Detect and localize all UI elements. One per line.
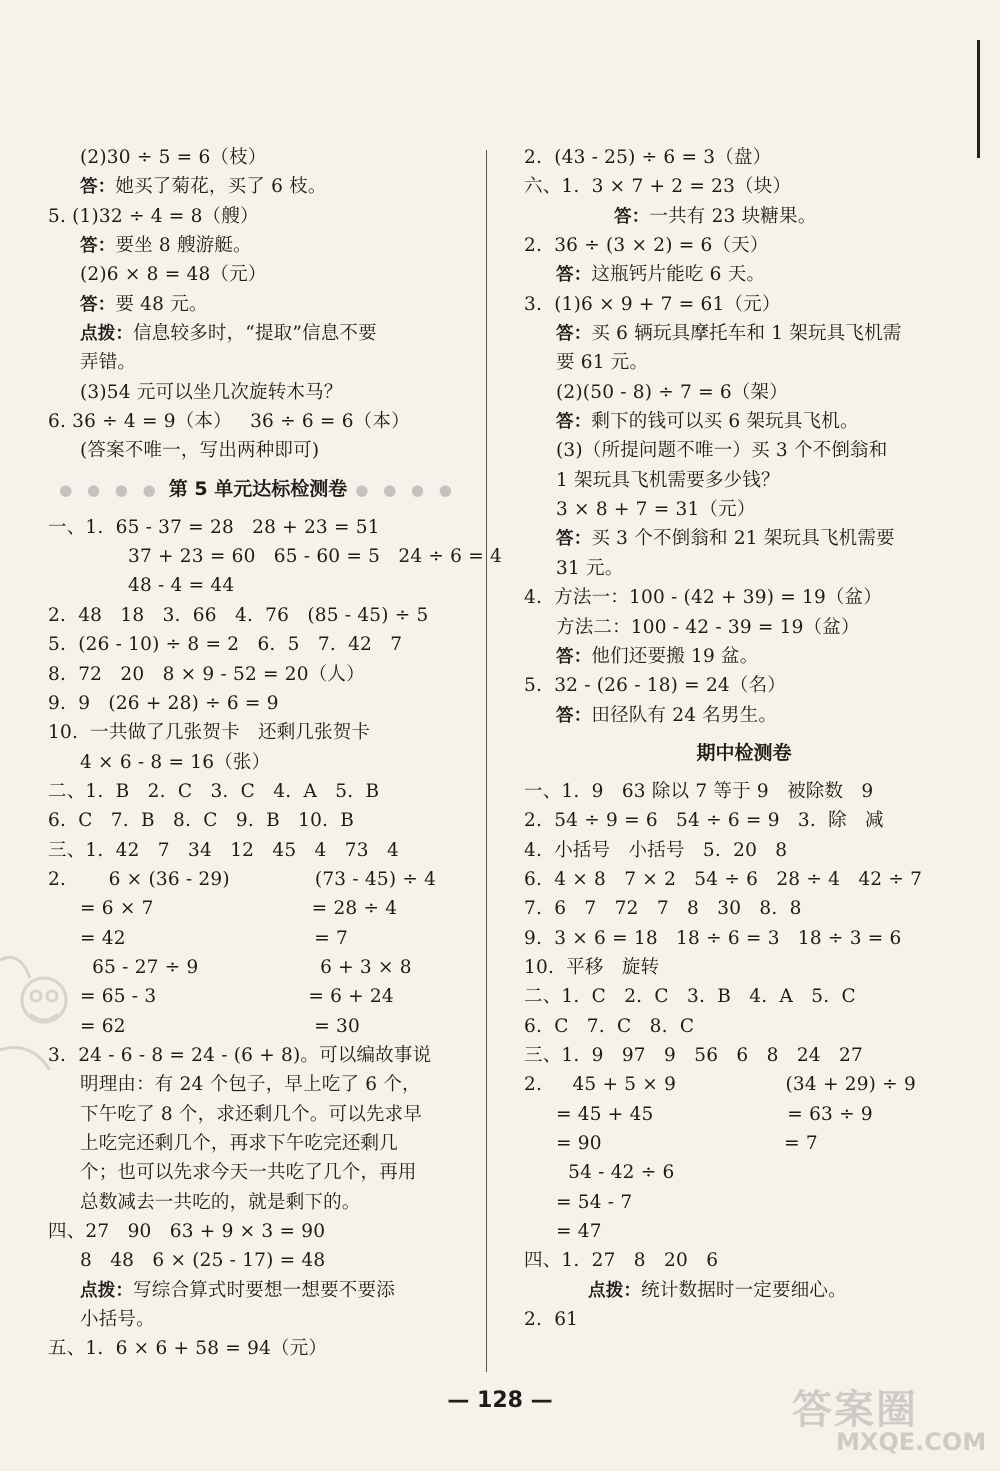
answer-text: = 62 = 30 — [80, 1015, 360, 1037]
answer-line — [556, 554, 964, 583]
answer-text: 1 架玩具飞机需要多少钱？ — [556, 469, 780, 491]
answer-line — [524, 865, 964, 894]
answer-line — [556, 524, 964, 553]
answer-text: 31 元。 — [556, 557, 624, 579]
section-title: 第 5 单元达标检测卷 — [168, 477, 348, 500]
answer-line — [80, 894, 468, 923]
heading-dots-right: ● ● ● ● — [355, 480, 457, 499]
answer-line — [556, 1188, 964, 1217]
answer-text: 7. 6 7 72 7 8 30 8. 8 — [524, 898, 802, 920]
answer-text: (3)54 元可以坐几次旋转木马？ — [80, 381, 343, 403]
answer-text: 6. 36 ÷ 4 = 9（本） 36 ÷ 6 = 6（本） — [48, 411, 410, 433]
answer-line — [614, 202, 964, 231]
answer-line — [524, 1305, 964, 1334]
answer-text: 田径队有 24 名男生。 — [591, 704, 778, 726]
answer-line — [80, 319, 468, 348]
answer-line — [80, 982, 468, 1011]
answer-line — [48, 601, 468, 630]
left-column — [48, 143, 502, 1364]
answer-line — [48, 513, 468, 542]
answer-line — [524, 290, 964, 319]
answer-text: 小括号。 — [80, 1309, 155, 1331]
answer-text: 二、1. C 2. C 3. B 4. A 5. C — [524, 986, 856, 1008]
answer-text: 10. 一共做了几张贺卡 还剩几张贺卡 — [48, 722, 371, 744]
answer-line — [128, 571, 468, 600]
answer-line — [48, 836, 468, 865]
answer-text: 2. 61 — [524, 1309, 579, 1331]
answer-text: 三、1. 9 97 9 56 6 8 24 27 — [524, 1044, 863, 1066]
answer-text: 2. 48 18 3. 66 4. 76 (85 - 45) ÷ 5 — [48, 604, 429, 626]
answer-line — [524, 1246, 964, 1275]
answer-text: 弄错。 — [80, 352, 137, 374]
answer-text: = 45 + 45 = 63 ÷ 9 — [556, 1103, 873, 1125]
answer-text: 8 48 6 × (25 - 17) = 48 — [80, 1250, 326, 1272]
answer-text: 8. 72 20 8 × 9 - 52 = 20（人） — [48, 663, 365, 685]
answer-text: 4. 方法一：100 - (42 + 39) = 19（盆） — [524, 587, 883, 609]
section-heading — [524, 730, 964, 777]
answer-text: = 42 = 7 — [80, 927, 348, 949]
answer-line — [80, 1158, 468, 1187]
answer-line — [556, 1158, 964, 1187]
answer-label: 答： — [556, 265, 592, 286]
answer-text: 要 48 元。 — [115, 293, 208, 315]
answer-text: 剩下的钱可以买 6 架玩具飞机。 — [591, 411, 859, 433]
answer-line — [524, 836, 964, 865]
heading-dots-left: ● ● ● ● — [59, 480, 161, 499]
answer-text: 5. 32 - (26 - 18) = 24（名） — [524, 675, 786, 697]
answer-line — [48, 777, 468, 806]
answer-label: 点拨： — [80, 324, 134, 345]
section-heading — [48, 466, 468, 513]
section-title: 期中检测卷 — [696, 741, 792, 764]
answer-text: 48 - 4 = 44 — [128, 575, 235, 597]
answer-line — [80, 924, 468, 953]
answer-line — [80, 1246, 468, 1275]
answer-text: = 6 × 7 = 28 ÷ 4 — [80, 898, 398, 920]
answer-text: = 54 - 7 — [556, 1191, 633, 1213]
answer-text: 2. 54 ÷ 9 = 6 54 ÷ 6 = 9 3. 除 减 — [524, 810, 884, 832]
answer-text: 2. 36 ÷ (3 × 2) = 6（天） — [524, 235, 769, 257]
answer-line — [48, 689, 468, 718]
answer-label: 答： — [80, 236, 116, 257]
answer-line — [556, 1129, 964, 1158]
answer-text: 买 3 个不倒翁和 21 架玩具飞机需要 — [591, 528, 895, 550]
answer-line — [80, 1070, 468, 1099]
answer-line — [524, 172, 964, 201]
answer-line — [80, 260, 468, 289]
answer-line — [80, 348, 468, 377]
answer-text: 54 - 42 ÷ 6 — [556, 1162, 675, 1184]
answer-text: 5. (1)32 ÷ 4 = 8（艘） — [48, 205, 259, 227]
column-divider — [486, 150, 487, 1372]
answer-line — [524, 1041, 964, 1070]
answer-line — [524, 143, 964, 172]
answer-label: 答： — [556, 705, 592, 726]
answer-text: 信息较多时，“提取”信息不要 — [133, 323, 377, 345]
answer-label: 答： — [614, 206, 650, 227]
answer-line — [48, 865, 468, 894]
answer-text: 四、1. 27 8 20 6 — [524, 1250, 719, 1272]
answer-line — [524, 894, 964, 923]
watermark-logo — [792, 1378, 996, 1468]
answer-text: 个；也可以先求今天一共吃了几个，再用 — [80, 1162, 417, 1184]
answer-text: 65 - 27 ÷ 9 6 + 3 × 8 — [80, 956, 412, 978]
answer-line — [80, 378, 468, 407]
answer-line — [80, 1276, 468, 1305]
answer-line — [556, 466, 964, 495]
answer-line — [524, 671, 964, 700]
answer-text: = 90 = 7 — [556, 1133, 818, 1154]
answer-text: 4. 小括号 小括号 5. 20 8 — [524, 839, 788, 861]
answer-text: 4 × 6 - 8 = 16（张） — [80, 751, 271, 773]
answer-label: 答： — [80, 294, 116, 315]
answer-text: 上吃完还剩几个，再求下午吃完还剩几 — [80, 1133, 398, 1154]
answer-text: 3. (1)6 × 9 + 7 = 61（元） — [524, 293, 781, 315]
answer-line — [556, 1100, 964, 1129]
answer-text: (2)(50 - 8) ÷ 7 = 6（架） — [556, 381, 788, 403]
answer-label: 点拨： — [588, 1280, 642, 1301]
answer-line — [556, 319, 964, 348]
answer-text: 六、1. 3 × 7 + 2 = 23（块） — [524, 176, 792, 198]
answer-line — [524, 583, 964, 612]
answer-text: 统计数据时一定要细心。 — [641, 1279, 847, 1301]
answer-text: 2. (43 - 25) ÷ 6 = 3（盘） — [524, 147, 772, 168]
answer-text: 方法二：100 - 42 - 39 = 19（盆） — [556, 616, 860, 638]
page-number: — 128 — — [447, 1388, 553, 1413]
watermark-url: MXQE.COM — [836, 1428, 987, 1456]
answer-line — [48, 1217, 468, 1246]
answer-line — [524, 806, 964, 835]
answer-line — [80, 172, 468, 201]
answer-text: = 47 — [556, 1221, 602, 1243]
answer-text: = 65 - 3 = 6 + 24 — [80, 986, 394, 1008]
answer-line — [524, 231, 964, 260]
answer-text: 10. 平移 旋转 — [524, 956, 660, 978]
answer-text: 6. 4 × 8 7 × 2 54 ÷ 6 28 ÷ 4 42 ÷ 7 — [524, 868, 923, 890]
answer-line — [48, 806, 468, 835]
answer-text: 写综合算式时要想一想要不要添 — [133, 1279, 395, 1301]
answer-line — [48, 407, 468, 436]
answer-text: 明理由：有 24 个包子，早上吃了 6 个， — [80, 1074, 421, 1096]
answer-text: 四、27 90 63 + 9 × 3 = 90 — [48, 1221, 326, 1243]
answer-text: 买 6 辆玩具摩托车和 1 架玩具飞机需 — [591, 323, 902, 345]
answer-label: 答： — [556, 412, 592, 433]
answer-line — [80, 1305, 468, 1334]
answer-text: 一共有 23 块糖果。 — [649, 205, 817, 227]
answer-line — [48, 718, 468, 747]
answer-line — [80, 1012, 468, 1041]
answer-text: 6. C 7. B 8. C 9. B 10. B — [48, 810, 355, 832]
answer-line — [80, 290, 468, 319]
watermark-logo-text: 答案圈 — [792, 1387, 918, 1433]
answer-label: 答： — [556, 324, 592, 345]
answer-line — [524, 982, 964, 1011]
answer-text: 要坐 8 艘游艇。 — [115, 235, 252, 257]
answer-text: 五、1. 6 × 6 + 58 = 94（元） — [48, 1338, 328, 1360]
answer-line — [80, 1129, 468, 1158]
answer-line — [80, 143, 468, 172]
right-column — [524, 143, 964, 1334]
answer-text: 这瓶钙片能吃 6 天。 — [591, 264, 766, 286]
answer-line — [524, 777, 964, 806]
answer-label: 点拨： — [80, 1280, 134, 1301]
answer-line — [48, 630, 468, 659]
answer-text: 3. 24 - 6 - 8 = 24 - (6 + 8)。可以编故事说 — [48, 1044, 432, 1066]
answer-text: 5. (26 - 10) ÷ 8 = 2 6. 5 7. 42 7 — [48, 634, 403, 656]
answer-text: (2)6 × 8 = 48（元） — [80, 264, 267, 286]
answer-line — [128, 542, 502, 571]
answer-line — [556, 407, 964, 436]
answer-text: 她买了菊花，买了 6 枝。 — [115, 176, 327, 198]
answer-line — [80, 1100, 468, 1129]
answer-text: 2. 45 + 5 × 9 (34 + 29) ÷ 9 — [524, 1074, 916, 1096]
answer-text: 一、1. 65 - 37 = 28 28 + 23 = 51 — [48, 516, 380, 538]
answer-line — [80, 436, 468, 465]
answer-text: 一、1. 9 63 除以 7 等于 9 被除数 9 — [524, 780, 874, 802]
corner-rule — [977, 40, 980, 158]
answer-line — [556, 1217, 964, 1246]
answer-text: (3)（所提问题不唯一）买 3 个不倒翁和 — [556, 440, 888, 462]
answer-line — [80, 1188, 468, 1217]
answer-line — [524, 924, 964, 953]
answer-text: 37 + 23 = 60 65 - 60 = 5 24 ÷ 6 = 4 — [128, 546, 502, 568]
answer-line — [48, 660, 468, 689]
answer-line — [524, 1012, 964, 1041]
answer-line — [556, 378, 964, 407]
answer-text: 三、1. 42 7 34 12 45 4 73 4 — [48, 839, 399, 861]
answer-text: 下午吃了 8 个，求还剩几个。可以先求早 — [80, 1103, 423, 1125]
answer-text: 要 61 元。 — [556, 352, 649, 374]
answer-line — [556, 613, 964, 642]
answer-line — [556, 348, 964, 377]
answer-line — [80, 953, 468, 982]
answer-text: (2)30 ÷ 5 = 6（枝） — [80, 147, 267, 168]
answer-text: 总数减去一共吃的，就是剩下的。 — [80, 1191, 361, 1213]
answer-line — [556, 642, 964, 671]
answer-text: 6. C 7. C 8. C — [524, 1015, 695, 1037]
answer-line — [524, 1070, 964, 1099]
answer-text: 二、1. B 2. C 3. C 4. A 5. B — [48, 780, 380, 802]
answer-text: 他们还要搬 19 盆。 — [591, 645, 759, 667]
answer-line — [588, 1276, 964, 1305]
answer-line — [556, 701, 964, 730]
answer-line — [80, 748, 468, 777]
answer-line — [556, 260, 964, 289]
answer-line — [80, 231, 468, 260]
answer-text: 9. 3 × 6 = 18 18 ÷ 6 = 3 18 ÷ 3 = 6 — [524, 927, 902, 949]
answer-text: 3 × 8 + 7 = 31（元） — [556, 499, 756, 521]
answer-line — [556, 436, 964, 465]
answer-line — [556, 495, 964, 524]
answer-text: 2. 6 × (36 - 29) (73 - 45) ÷ 4 — [48, 868, 437, 890]
answer-line — [48, 1041, 468, 1070]
answer-label: 答： — [556, 646, 592, 667]
answer-text: (答案不唯一，写出两种即可) — [80, 440, 320, 462]
answer-line — [48, 202, 468, 231]
answer-text: 9. 9 (26 + 28) ÷ 6 = 9 — [48, 692, 279, 714]
answer-line — [524, 953, 964, 982]
answer-label: 答： — [556, 529, 592, 550]
answer-line — [48, 1334, 468, 1363]
answer-label: 答： — [80, 177, 116, 198]
